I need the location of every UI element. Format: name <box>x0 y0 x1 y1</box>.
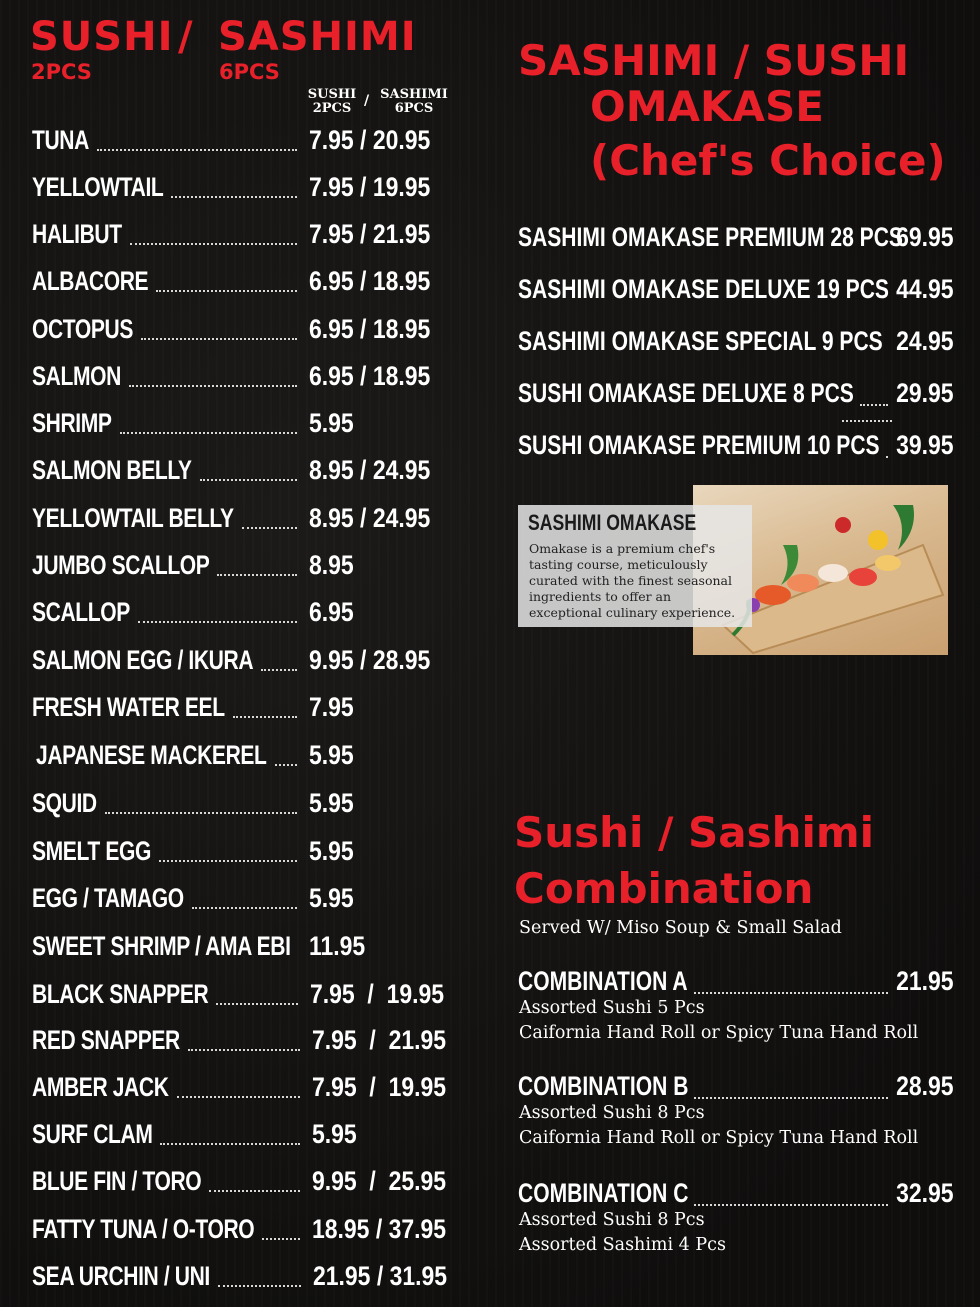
sashimi-price: 20.95 <box>372 125 431 155</box>
menu-item-name: BLACK SNAPPER <box>32 979 209 1009</box>
col-sashimi-label: SASHIMI <box>380 87 448 102</box>
combination-price: 28.95 <box>896 1071 954 1101</box>
omakase-item-row <box>518 222 958 256</box>
dot-leader <box>160 1131 300 1145</box>
sashimi-price: 37.95 <box>388 1214 447 1244</box>
menu-item-price <box>312 1072 446 1103</box>
menu-item-price <box>309 788 354 819</box>
dot-leader <box>261 657 297 671</box>
menu-item-name: ALBACORE <box>32 266 149 296</box>
sushi-price: 6.95 <box>309 597 354 627</box>
col-slash: / <box>364 93 370 109</box>
dot-leader <box>177 1084 300 1098</box>
dot-leader <box>209 1178 300 1192</box>
sashimi-price: 18.95 <box>372 266 431 296</box>
menu-item-row <box>0 979 470 1011</box>
menu-item-name: HALIBUT <box>32 219 122 249</box>
menu-item-name: BLUE FIN / TORO <box>32 1166 202 1196</box>
menu-item-price <box>309 645 430 676</box>
menu-item-name: SHRIMP <box>32 408 112 438</box>
dot-leader <box>159 848 297 862</box>
menu-item-name: YELLOWTAIL <box>32 172 164 202</box>
left-sub-sashimi: 6PCS <box>219 60 280 84</box>
price-separator: / <box>353 455 373 485</box>
sushi-price: 8.95 <box>309 503 354 533</box>
sashimi-price: 21.95 <box>388 1025 447 1055</box>
menu-item-price <box>309 692 354 723</box>
omakase-item-row <box>518 274 958 308</box>
combination-name: COMBINATION C <box>518 1178 689 1208</box>
price-separator: / <box>353 645 373 675</box>
menu-item-price <box>309 408 354 439</box>
left-title-sashimi: SASHIMI <box>218 14 417 60</box>
omakase-card-title: SASHIMI OMAKASE <box>528 510 697 535</box>
menu-item-row <box>0 597 470 629</box>
omakase-item-price: 29.95 <box>896 378 954 408</box>
dot-leader <box>105 800 297 814</box>
omakase-item-name: SASHIMI OMAKASE DELUXE 19 PCS <box>518 274 889 304</box>
dot-leader <box>242 515 297 529</box>
omakase-item-name: SUSHI OMAKASE DELUXE 8 PCS <box>518 378 854 408</box>
menu-item-row <box>0 1119 470 1151</box>
menu-item-row <box>0 314 470 346</box>
sushi-price: 7.95 <box>309 125 354 155</box>
sushi-price: 7.95 <box>309 219 354 249</box>
menu-item-row <box>0 455 470 487</box>
sushi-price: 5.95 <box>312 1119 357 1149</box>
dot-leader <box>262 1226 300 1240</box>
omakase-title-line2: OMAKASE <box>590 82 824 131</box>
menu-item-row <box>0 503 470 535</box>
combination-line1: Assorted Sushi 5 Pcs <box>519 998 705 1018</box>
menu-item-price <box>309 931 365 962</box>
sashimi-price: 28.95 <box>372 645 431 675</box>
price-separator: / <box>353 503 373 533</box>
menu-item-row <box>0 692 470 724</box>
menu-item-row <box>0 550 470 582</box>
dot-leader <box>97 137 297 151</box>
combo-title-line2: Combination <box>514 864 814 913</box>
sashimi-price: 21.95 <box>372 219 431 249</box>
combination-line1: Assorted Sushi 8 Pcs <box>519 1103 705 1123</box>
omakase-item-price: 24.95 <box>896 326 954 356</box>
sushi-price: 11.95 <box>309 931 366 961</box>
dot-leader <box>218 1273 301 1287</box>
sushi-price: 18.95 <box>312 1214 370 1244</box>
sashimi-price: 18.95 <box>372 314 431 344</box>
menu-item-name: SEA URCHIN / UNI <box>32 1261 210 1291</box>
sashimi-price: 24.95 <box>372 455 431 485</box>
menu-item-row <box>0 1166 470 1198</box>
sushi-price: 8.95 <box>309 550 354 580</box>
sushi-price: 8.95 <box>309 455 354 485</box>
combination-item <box>518 1071 958 1161</box>
sashimi-price: 19.95 <box>388 1072 447 1102</box>
menu-item-row <box>0 883 470 915</box>
menu-item-price <box>312 1166 446 1197</box>
price-separator: / <box>356 1166 389 1196</box>
price-separator: / <box>356 1072 389 1102</box>
omakase-item-price: 39.95 <box>896 430 954 460</box>
price-separator: / <box>356 1025 389 1055</box>
dot-leader <box>694 980 888 994</box>
menu-item-name: JAPANESE MACKEREL <box>36 740 267 770</box>
menu-item-price <box>309 550 354 581</box>
omakase-item-name: SASHIMI OMAKASE SPECIAL 9 PCS <box>518 326 883 356</box>
menu-item-row <box>0 266 470 298</box>
sushi-price: 6.95 <box>309 361 354 391</box>
menu-item-price <box>312 1119 357 1150</box>
dots-fragment <box>842 420 892 422</box>
menu-item-price <box>310 979 444 1010</box>
dot-leader <box>120 420 297 434</box>
menu-item-price <box>309 740 354 771</box>
price-separator: / <box>353 125 373 155</box>
dot-leader <box>217 562 297 576</box>
omakase-card-text: Omakase is a premium chef's tasting course, meticulously curated with the finest seasonal ingredients to offer an exceptional culinary experience. <box>529 541 736 620</box>
menu-item-row <box>0 219 470 251</box>
left-sub-sushi: 2PCS <box>31 60 92 84</box>
sashimi-price: 19.95 <box>386 979 445 1009</box>
omakase-card <box>518 505 752 627</box>
sushi-price: 5.95 <box>309 883 354 913</box>
omakase-title-line1: SASHIMI / SUSHI <box>518 36 910 85</box>
menu-item-price <box>309 836 354 867</box>
sushi-price: 7.95 <box>312 1072 357 1102</box>
price-separator: / <box>370 1261 390 1291</box>
dot-leader <box>694 1192 888 1206</box>
price-separator: / <box>353 314 373 344</box>
menu-item-row <box>0 361 470 393</box>
dot-leader <box>156 278 297 292</box>
menu-item-row <box>0 172 470 204</box>
menu-item-name: FATTY TUNA / O-TORO <box>32 1214 255 1244</box>
sushi-price: 5.95 <box>309 788 354 818</box>
dot-leader <box>188 1037 300 1051</box>
sushi-price: 9.95 <box>309 645 354 675</box>
menu-item-price <box>309 503 430 534</box>
combination-name: COMBINATION B <box>518 1071 689 1101</box>
price-separator: / <box>353 219 373 249</box>
col-sushi-label: SUSHI <box>307 87 357 102</box>
dot-leader <box>694 1085 888 1099</box>
combination-line1: Assorted Sushi 8 Pcs <box>519 1210 705 1230</box>
sashimi-price: 25.95 <box>388 1166 447 1196</box>
menu-item-price <box>313 1261 447 1292</box>
omakase-item-row <box>518 378 958 412</box>
menu-item-name: FRESH WATER EEL <box>32 692 225 722</box>
menu-item-price <box>309 219 430 250</box>
omakase-title-line3: (Chef's Choice) <box>590 136 946 185</box>
menu-item-name: EGG / TAMAGO <box>32 883 184 913</box>
dot-leader <box>275 752 297 766</box>
omakase-item-name: SUSHI OMAKASE PREMIUM 10 PCS <box>518 430 880 460</box>
dot-leader <box>171 184 297 198</box>
sashimi-price: 18.95 <box>372 361 431 391</box>
price-separator: / <box>369 1214 389 1244</box>
dot-leader <box>860 392 888 406</box>
sushi-price: 7.95 <box>309 172 354 202</box>
combo-title-line1: Sushi / Sashimi <box>514 808 875 857</box>
sashimi-price: 19.95 <box>372 172 431 202</box>
combination-line2: Caifornia Hand Roll or Spicy Tuna Hand Roll <box>519 1023 919 1043</box>
menu-item-price <box>309 361 430 392</box>
menu-item-price <box>309 597 354 628</box>
price-separator: / <box>353 266 373 296</box>
menu-item-name: AMBER JACK <box>32 1072 169 1102</box>
dot-leader <box>192 895 297 909</box>
menu-item-name: SQUID <box>32 788 97 818</box>
menu-item-row <box>0 1025 470 1057</box>
sushi-price: 6.95 <box>309 314 354 344</box>
sushi-price: 5.95 <box>309 836 354 866</box>
combination-item <box>518 1178 958 1268</box>
col-sushi-pcs: 2PCS <box>312 101 352 116</box>
sushi-price: 21.95 <box>313 1261 371 1291</box>
sushi-price: 5.95 <box>309 740 354 770</box>
sushi-price: 6.95 <box>309 266 354 296</box>
omakase-item-name: SASHIMI OMAKASE PREMIUM 28 PCS <box>518 222 903 252</box>
sushi-price: 7.95 <box>310 979 355 1009</box>
sashimi-price: 31.95 <box>389 1261 448 1291</box>
sashimi-price: 24.95 <box>372 503 431 533</box>
combination-item <box>518 966 958 1056</box>
menu-item-price <box>309 455 430 486</box>
menu-item-name: SALMON EGG / IKURA <box>32 645 254 675</box>
menu-item-name: SWEET SHRIMP / AMA EBI <box>32 931 291 961</box>
menu-item-price <box>312 1214 446 1245</box>
menu-item-name: TUNA <box>32 125 89 155</box>
menu-item-name: JUMBO SCALLOP <box>32 550 210 580</box>
menu-item-name: SALMON BELLY <box>32 455 192 485</box>
dot-leader <box>138 609 297 623</box>
combination-line2: Assorted Sashimi 4 Pcs <box>519 1235 726 1255</box>
combination-name: COMBINATION A <box>518 966 688 996</box>
menu-item-name: OCTOPUS <box>32 314 134 344</box>
combination-price: 21.95 <box>896 966 954 996</box>
dot-leader <box>233 704 297 718</box>
omakase-item-row <box>518 326 958 360</box>
dot-leader <box>129 373 297 387</box>
price-separator: / <box>353 172 373 202</box>
dot-leader <box>200 467 297 481</box>
combo-subtitle: Served W/ Miso Soup & Small Salad <box>519 918 842 938</box>
menu-item-name: SURF CLAM <box>32 1119 153 1149</box>
menu-item-row <box>0 931 470 963</box>
col-sashimi-pcs: 6PCS <box>394 101 434 116</box>
combination-line2: Caifornia Hand Roll or Spicy Tuna Hand Roll <box>519 1128 919 1148</box>
menu-item-row <box>0 645 470 677</box>
left-title-sushi: SUSHI <box>30 14 174 60</box>
menu-item-price <box>309 314 430 345</box>
menu-item-price <box>309 125 430 156</box>
omakase-item-price: 44.95 <box>896 274 954 304</box>
menu-item-price <box>309 172 430 203</box>
menu-item-name: SMELT EGG <box>32 836 151 866</box>
menu-item-row <box>0 836 470 868</box>
menu-item-price <box>309 266 430 297</box>
menu-item-price <box>312 1025 446 1056</box>
sushi-price: 9.95 <box>312 1166 357 1196</box>
omakase-item-row <box>518 430 958 464</box>
menu-item-name: YELLOWTAIL BELLY <box>32 503 234 533</box>
sushi-price: 5.95 <box>309 408 354 438</box>
dot-leader <box>216 991 298 1005</box>
menu-item-row <box>0 1072 470 1104</box>
menu-item-name: RED SNAPPER <box>32 1025 180 1055</box>
menu-item-row <box>0 408 470 440</box>
dot-leader <box>130 231 297 245</box>
price-separator: / <box>353 361 373 391</box>
sushi-price: 7.95 <box>309 692 354 722</box>
sushi-price: 7.95 <box>312 1025 357 1055</box>
menu-item-row <box>0 125 470 157</box>
omakase-item-price: 69.95 <box>896 222 954 252</box>
menu-item-name: SCALLOP <box>32 597 130 627</box>
menu-item-name: SALMON <box>32 361 121 391</box>
menu-item-row <box>0 1214 470 1246</box>
menu-item-price <box>309 883 354 914</box>
dot-leader <box>141 326 297 340</box>
price-separator: / <box>354 979 387 1009</box>
dot-leader <box>886 444 888 458</box>
left-title-slash: / <box>178 14 193 60</box>
menu-item-row <box>0 788 470 820</box>
combination-price: 32.95 <box>896 1178 954 1208</box>
menu-item-row <box>0 1261 470 1293</box>
menu-item-row <box>0 740 470 772</box>
